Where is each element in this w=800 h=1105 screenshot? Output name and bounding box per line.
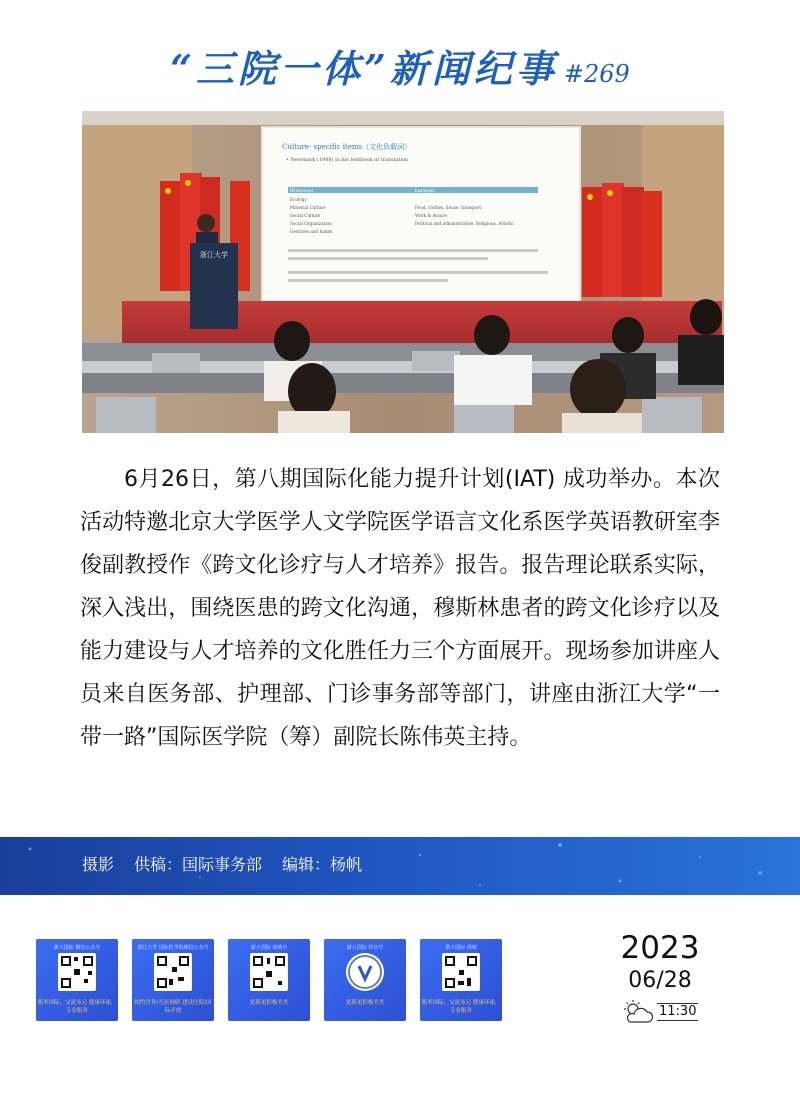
projection-screen (262, 127, 580, 303)
qr-card-caption: 浙大国际 视频号 (250, 945, 288, 951)
qr-card-caption: 浙江大学 国际医学院微信公众号 (137, 945, 209, 951)
slide-row-label: Social Organization (290, 221, 332, 226)
flags-right (582, 183, 662, 297)
qr-card-footer: 服务国际，交流多元 健康环球，专业服务 (37, 1000, 117, 1014)
qr-code-icon (154, 953, 192, 991)
article-paragraph: 6月26日，第八期国际化能力提升计划(IAT) 成功举办。本次活动特邀北京大学医学人文学院医学语言文化系医学英语教研室李俊副教授作《跨文化诊疗与人才培养》报告。报告理论联系实际，深入浅出，围绕医患的跨文化沟通，穆斯林患者的跨文化诊疗以及能力建设与人才培养的文化胜任力三个方面展开。现场参加讲座人员来自医务部、护理部、门诊事务部等部门，讲座由浙江大学“一带一路”国际医学院（筹）副院长陈伟英主持。 (80, 467, 720, 750)
publish-date (620, 930, 700, 1019)
slide-row-label: Material Culture (290, 205, 326, 210)
slide-row-label: Gestures and habits (290, 229, 333, 234)
slide-row-example: Political and administrative, Religious, Artistic (415, 221, 514, 226)
slide-row-label: Social Culture (290, 213, 321, 218)
qr-card-footer: 相约世界/互医网联 建设医院/国际开放 (134, 1000, 212, 1014)
qr-card[interactable] (228, 939, 310, 1021)
qr-card-footer: 服务国际，交流多元 健康环球，专业服务 (421, 1000, 501, 1014)
credits (82, 852, 382, 875)
slide-table-header-2: Examples (415, 188, 435, 193)
slide-row-example: Food, clothes, house, transport (415, 205, 482, 210)
qr-card-caption: 浙大国际 微信公众号 (53, 945, 101, 951)
slide-heading: Culture- specific items（文化负载词） (282, 143, 412, 151)
issue-number: #269 (563, 60, 630, 88)
page-title: “三院一体”新闻纪事 (170, 46, 558, 91)
date-month-day: 06/28 (628, 968, 692, 993)
qr-card[interactable] (36, 939, 118, 1021)
qr-card[interactable] (324, 939, 406, 1021)
slide-row-example: Work & leisure (415, 213, 447, 218)
qr-code-icon (58, 953, 96, 991)
qr-card[interactable] (420, 939, 502, 1021)
qr-code-icon (250, 953, 288, 991)
slide-row-label: Ecology (290, 197, 307, 202)
qr-card-caption: 浙大国际 视频 (445, 945, 477, 951)
editor-credit: 编辑：杨帆 (282, 855, 363, 874)
source-credit: 供稿：国际事务部 (134, 855, 263, 874)
slide-table-header-1: Dimensions (290, 188, 314, 193)
page-header (0, 38, 800, 93)
date-year: 2023 (620, 930, 700, 966)
date-time: 11:30 (659, 1004, 697, 1019)
qr-card-footer: 更新更积极美美 (249, 1000, 289, 1006)
qr-card-caption: 浙大国际 抖音号 (346, 945, 384, 951)
qr-code-icon (442, 953, 480, 991)
lectern-logo-text: 浙江大学 (200, 251, 228, 259)
lecture-photo (82, 111, 724, 433)
qr-code-icon (346, 953, 384, 991)
partly-cloudy-icon (620, 998, 656, 1030)
qr-card-footer: 更新更积极美美 (345, 1000, 385, 1006)
photo-credit: 摄影 (82, 855, 115, 874)
qr-card[interactable] (132, 939, 214, 1021)
qr-code-row (36, 939, 502, 1021)
slide-subheading: • Newmark (1988) in his textbook of translation (286, 157, 409, 163)
